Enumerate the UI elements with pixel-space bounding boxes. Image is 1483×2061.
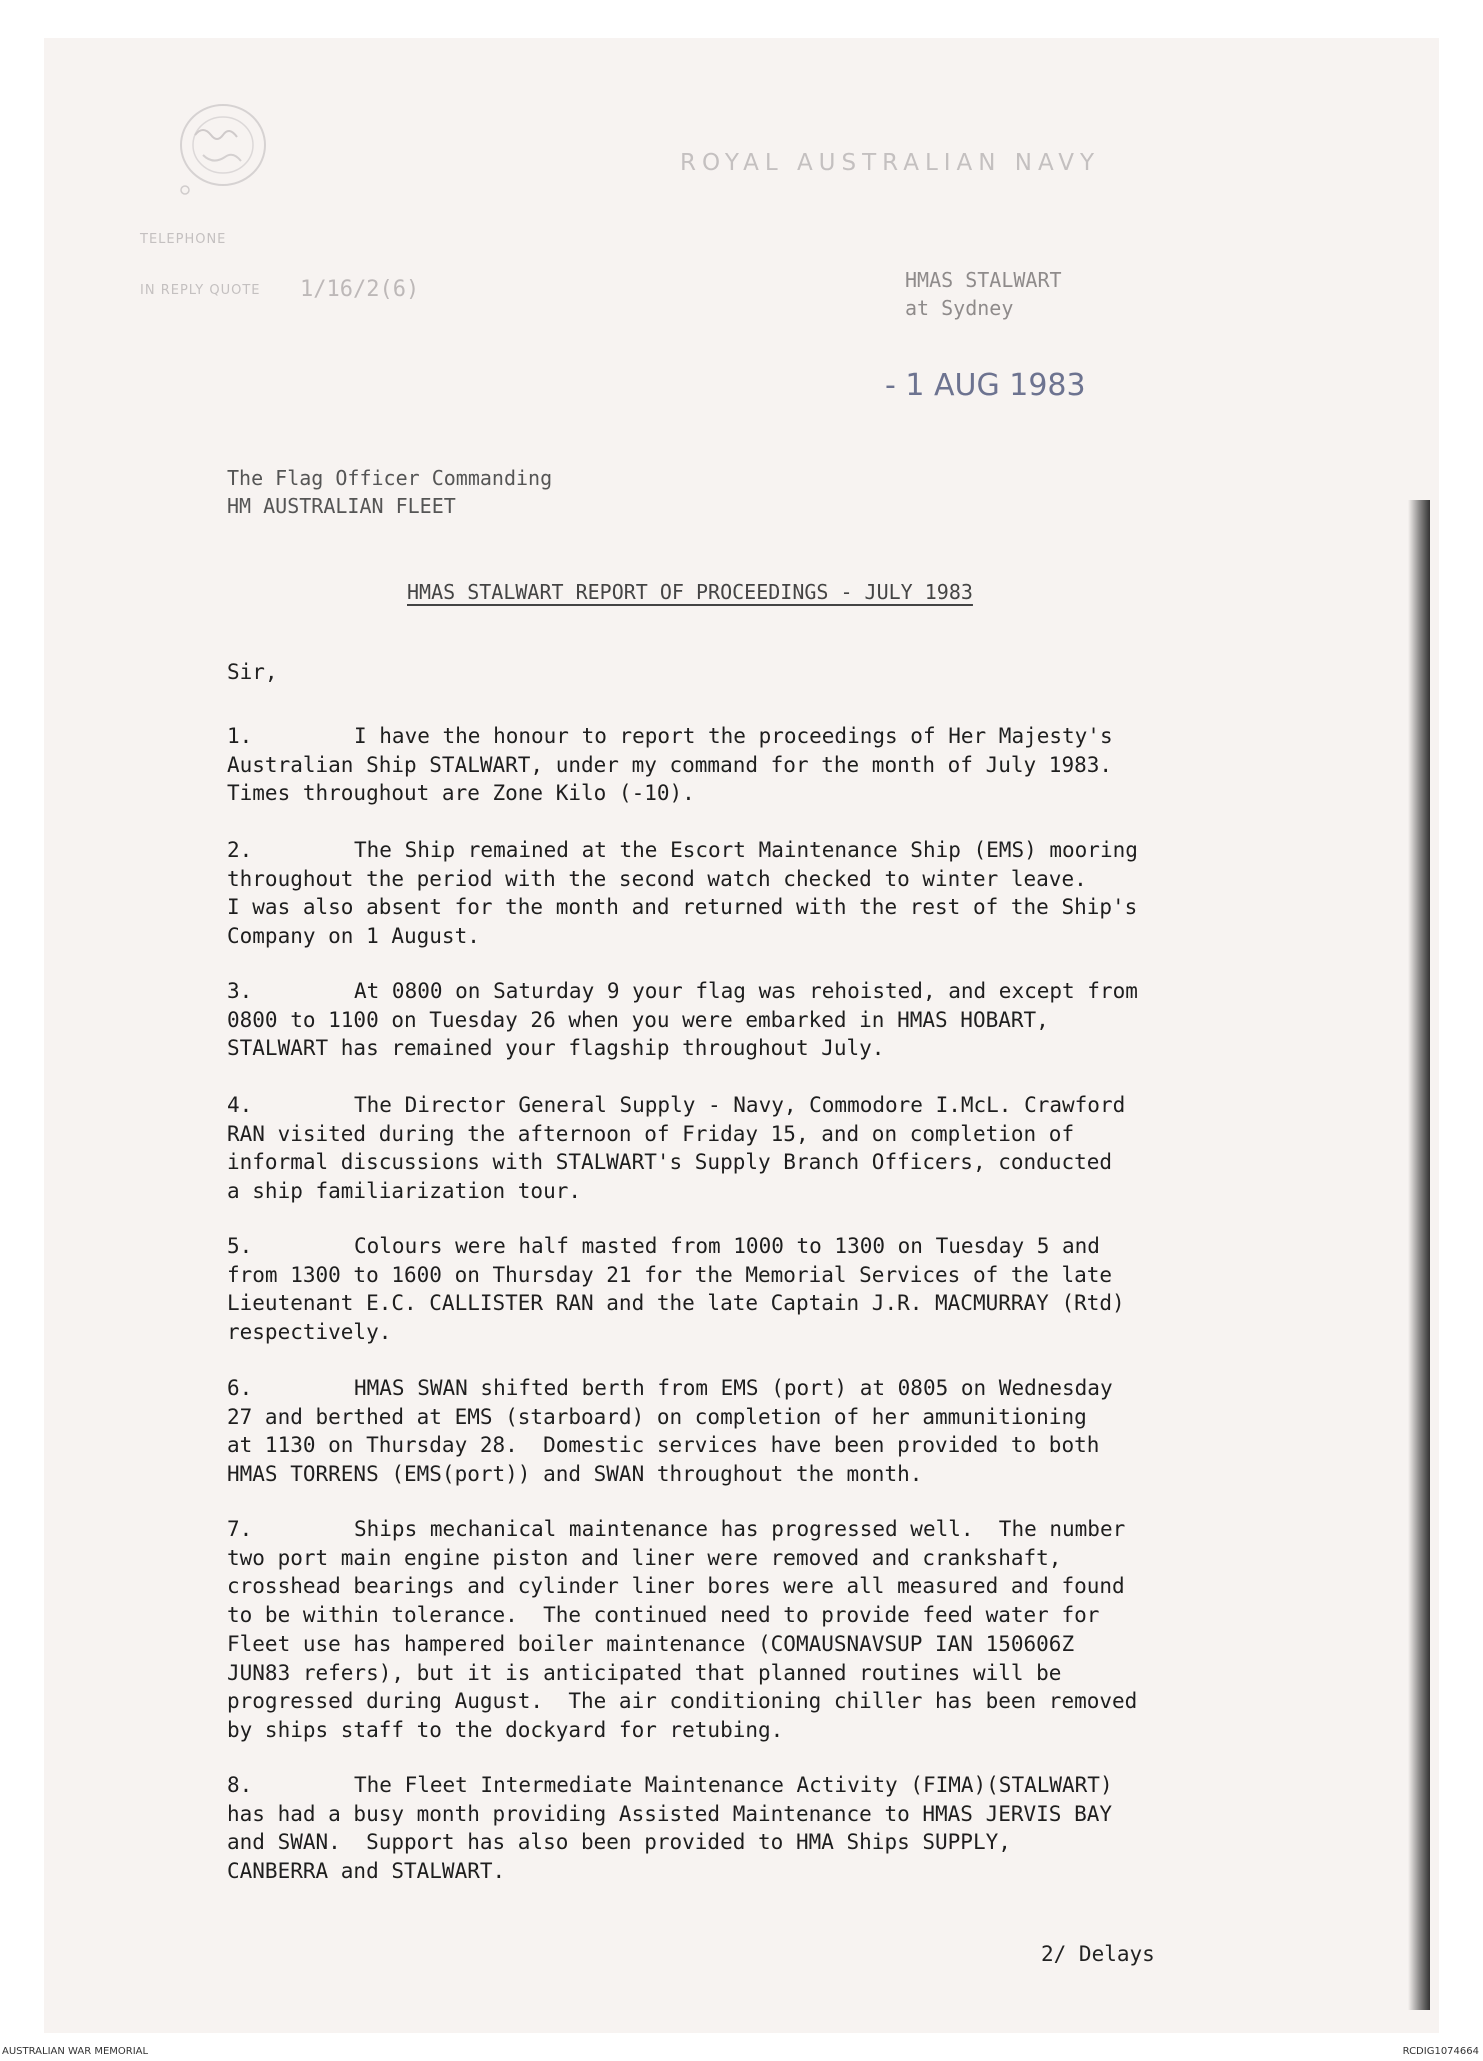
paragraph-line: The Director General Supply - Navy, Commodore I.McL. Crawford xyxy=(354,1093,1126,1117)
archive-reference: RCDIG1074664 xyxy=(1402,2046,1479,2057)
paragraph-line: has had a busy month providing Assisted Maintenance to HMAS JERVIS BAY xyxy=(227,1801,1113,1826)
paragraph-number: 3. xyxy=(227,979,253,1003)
recipient-line-1: The Flag Officer Commanding xyxy=(227,466,553,490)
paragraph-line: Fleet use has hampered boiler maintenance (COMAUSNAVSUP IAN 150606Z xyxy=(227,1631,1075,1656)
paragraph-line: HMAS TORRENS (EMS(port)) and SWAN throughout the month. xyxy=(227,1462,923,1487)
paragraph-line: The Fleet Intermediate Maintenance Activity (FIMA)(STALWART) xyxy=(354,1773,1113,1797)
paragraph-line: informal discussions with STALWART's Supply Branch Officers, conducted xyxy=(227,1150,1113,1175)
paragraph-number: 5. xyxy=(227,1234,253,1258)
paragraph-line: respectively. xyxy=(227,1320,392,1345)
paragraph-line: and SWAN. Support has also been provided to HMA Ships SUPPLY, xyxy=(227,1830,1011,1855)
page-edge-shadow xyxy=(1408,500,1430,2010)
sender-location: at Sydney xyxy=(905,296,1014,320)
recipient-line-2: HM AUSTRALIAN FLEET xyxy=(227,494,456,518)
paragraph-7 xyxy=(227,1515,1307,1745)
paragraph-number: 1. xyxy=(227,724,253,748)
paragraph-2 xyxy=(227,836,1307,951)
paragraph-number: 7. xyxy=(227,1517,253,1541)
paragraph-line: At 0800 on Saturday 9 your flag was rehoisted, and except from xyxy=(354,979,1138,1003)
paragraph-line: by ships staff to the dockyard for retubing. xyxy=(227,1717,784,1742)
paragraph-line: 27 and berthed at EMS (starboard) on completion of her ammunitioning xyxy=(227,1404,1087,1429)
reply-quote-reference: 1/16/2(6) xyxy=(300,277,420,302)
paragraph-line: CANBERRA and STALWART. xyxy=(227,1859,506,1884)
date-stamp: - 1 AUG 1983 xyxy=(885,368,1086,403)
paragraph-line: Lieutenant E.C. CALLISTER RAN and the late Captain J.R. MACMURRAY (Rtd) xyxy=(227,1291,1125,1316)
paragraph-line: Times throughout are Zone Kilo (-10). xyxy=(227,781,695,806)
paragraph-line: Australian Ship STALWART, under my command for the month of July 1983. xyxy=(227,752,1113,777)
salutation: Sir, xyxy=(227,660,278,684)
paragraph-line: I was also absent for the month and returned with the rest of the Ship's xyxy=(227,895,1138,920)
paragraph-number: 6. xyxy=(227,1376,253,1400)
paragraph-line: RAN visited during the afternoon of Friday 15, and on completion of xyxy=(227,1121,1075,1146)
paragraph-line: Company on 1 August. xyxy=(227,924,480,949)
paragraph-line: a ship familiarization tour. xyxy=(227,1179,582,1204)
paragraph-line: crosshead bearings and cylinder liner bores were all measured and found xyxy=(227,1574,1125,1599)
paragraph-number: 8. xyxy=(227,1773,253,1797)
paragraph-line: STALWART has remained your flagship throughout July. xyxy=(227,1036,885,1061)
paragraph-line: two port main engine piston and liner were removed and crankshaft, xyxy=(227,1545,1062,1570)
paragraph-line: Ships mechanical maintenance has progressed well. The number xyxy=(354,1517,1126,1541)
paragraph-3 xyxy=(227,977,1307,1063)
paragraph-line: progressed during August. The air conditioning chiller has been removed xyxy=(227,1689,1138,1714)
paragraph-4 xyxy=(227,1091,1307,1206)
paragraph-line: I have the honour to report the proceedings of Her Majesty's xyxy=(354,724,1113,748)
paragraph-1 xyxy=(227,722,1307,808)
paragraph-8 xyxy=(227,1771,1307,1886)
crest-seal-icon xyxy=(165,95,275,200)
paragraph-6 xyxy=(227,1374,1307,1489)
telephone-label: TELEPHONE xyxy=(140,232,227,247)
paragraph-number: 2. xyxy=(227,838,253,862)
letterhead-title: ROYAL AUSTRALIAN NAVY xyxy=(680,150,1101,176)
paragraph-number: 4. xyxy=(227,1093,253,1117)
paragraph-line: Colours were half masted from 1000 to 1300 on Tuesday 5 and xyxy=(354,1234,1100,1258)
paragraph-line: at 1130 on Thursday 28. Domestic services have been provided to both xyxy=(227,1433,1100,1458)
archive-source: AUSTRALIAN WAR MEMORIAL xyxy=(2,2046,149,2057)
paragraph-line: throughout the period with the second watch checked to winter leave. xyxy=(227,866,1087,891)
paragraph-line: JUN83 refers), but it is anticipated that planned routines will be xyxy=(227,1660,1062,1685)
paragraph-line: 0800 to 1100 on Tuesday 26 when you were embarked in HMAS HOBART, xyxy=(227,1007,1049,1032)
paragraph-line: The Ship remained at the Escort Maintenance Ship (EMS) mooring xyxy=(354,838,1138,862)
paragraph-5 xyxy=(227,1232,1307,1347)
reply-quote-label: IN REPLY QUOTE xyxy=(140,283,261,298)
sender-ship: HMAS STALWART xyxy=(905,268,1062,292)
paragraph-line: to be within tolerance. The continued need to provide feed water for xyxy=(227,1603,1100,1628)
paragraph-line: from 1300 to 1600 on Thursday 21 for the Memorial Services of the late xyxy=(227,1262,1113,1287)
paragraph-line: HMAS SWAN shifted berth from EMS (port) at 0805 on Wednesday xyxy=(354,1376,1113,1400)
page-continuation: 2/ Delays xyxy=(1041,1942,1155,1966)
report-subject: HMAS STALWART REPORT OF PROCEEDINGS - JULY 1983 xyxy=(407,580,973,604)
